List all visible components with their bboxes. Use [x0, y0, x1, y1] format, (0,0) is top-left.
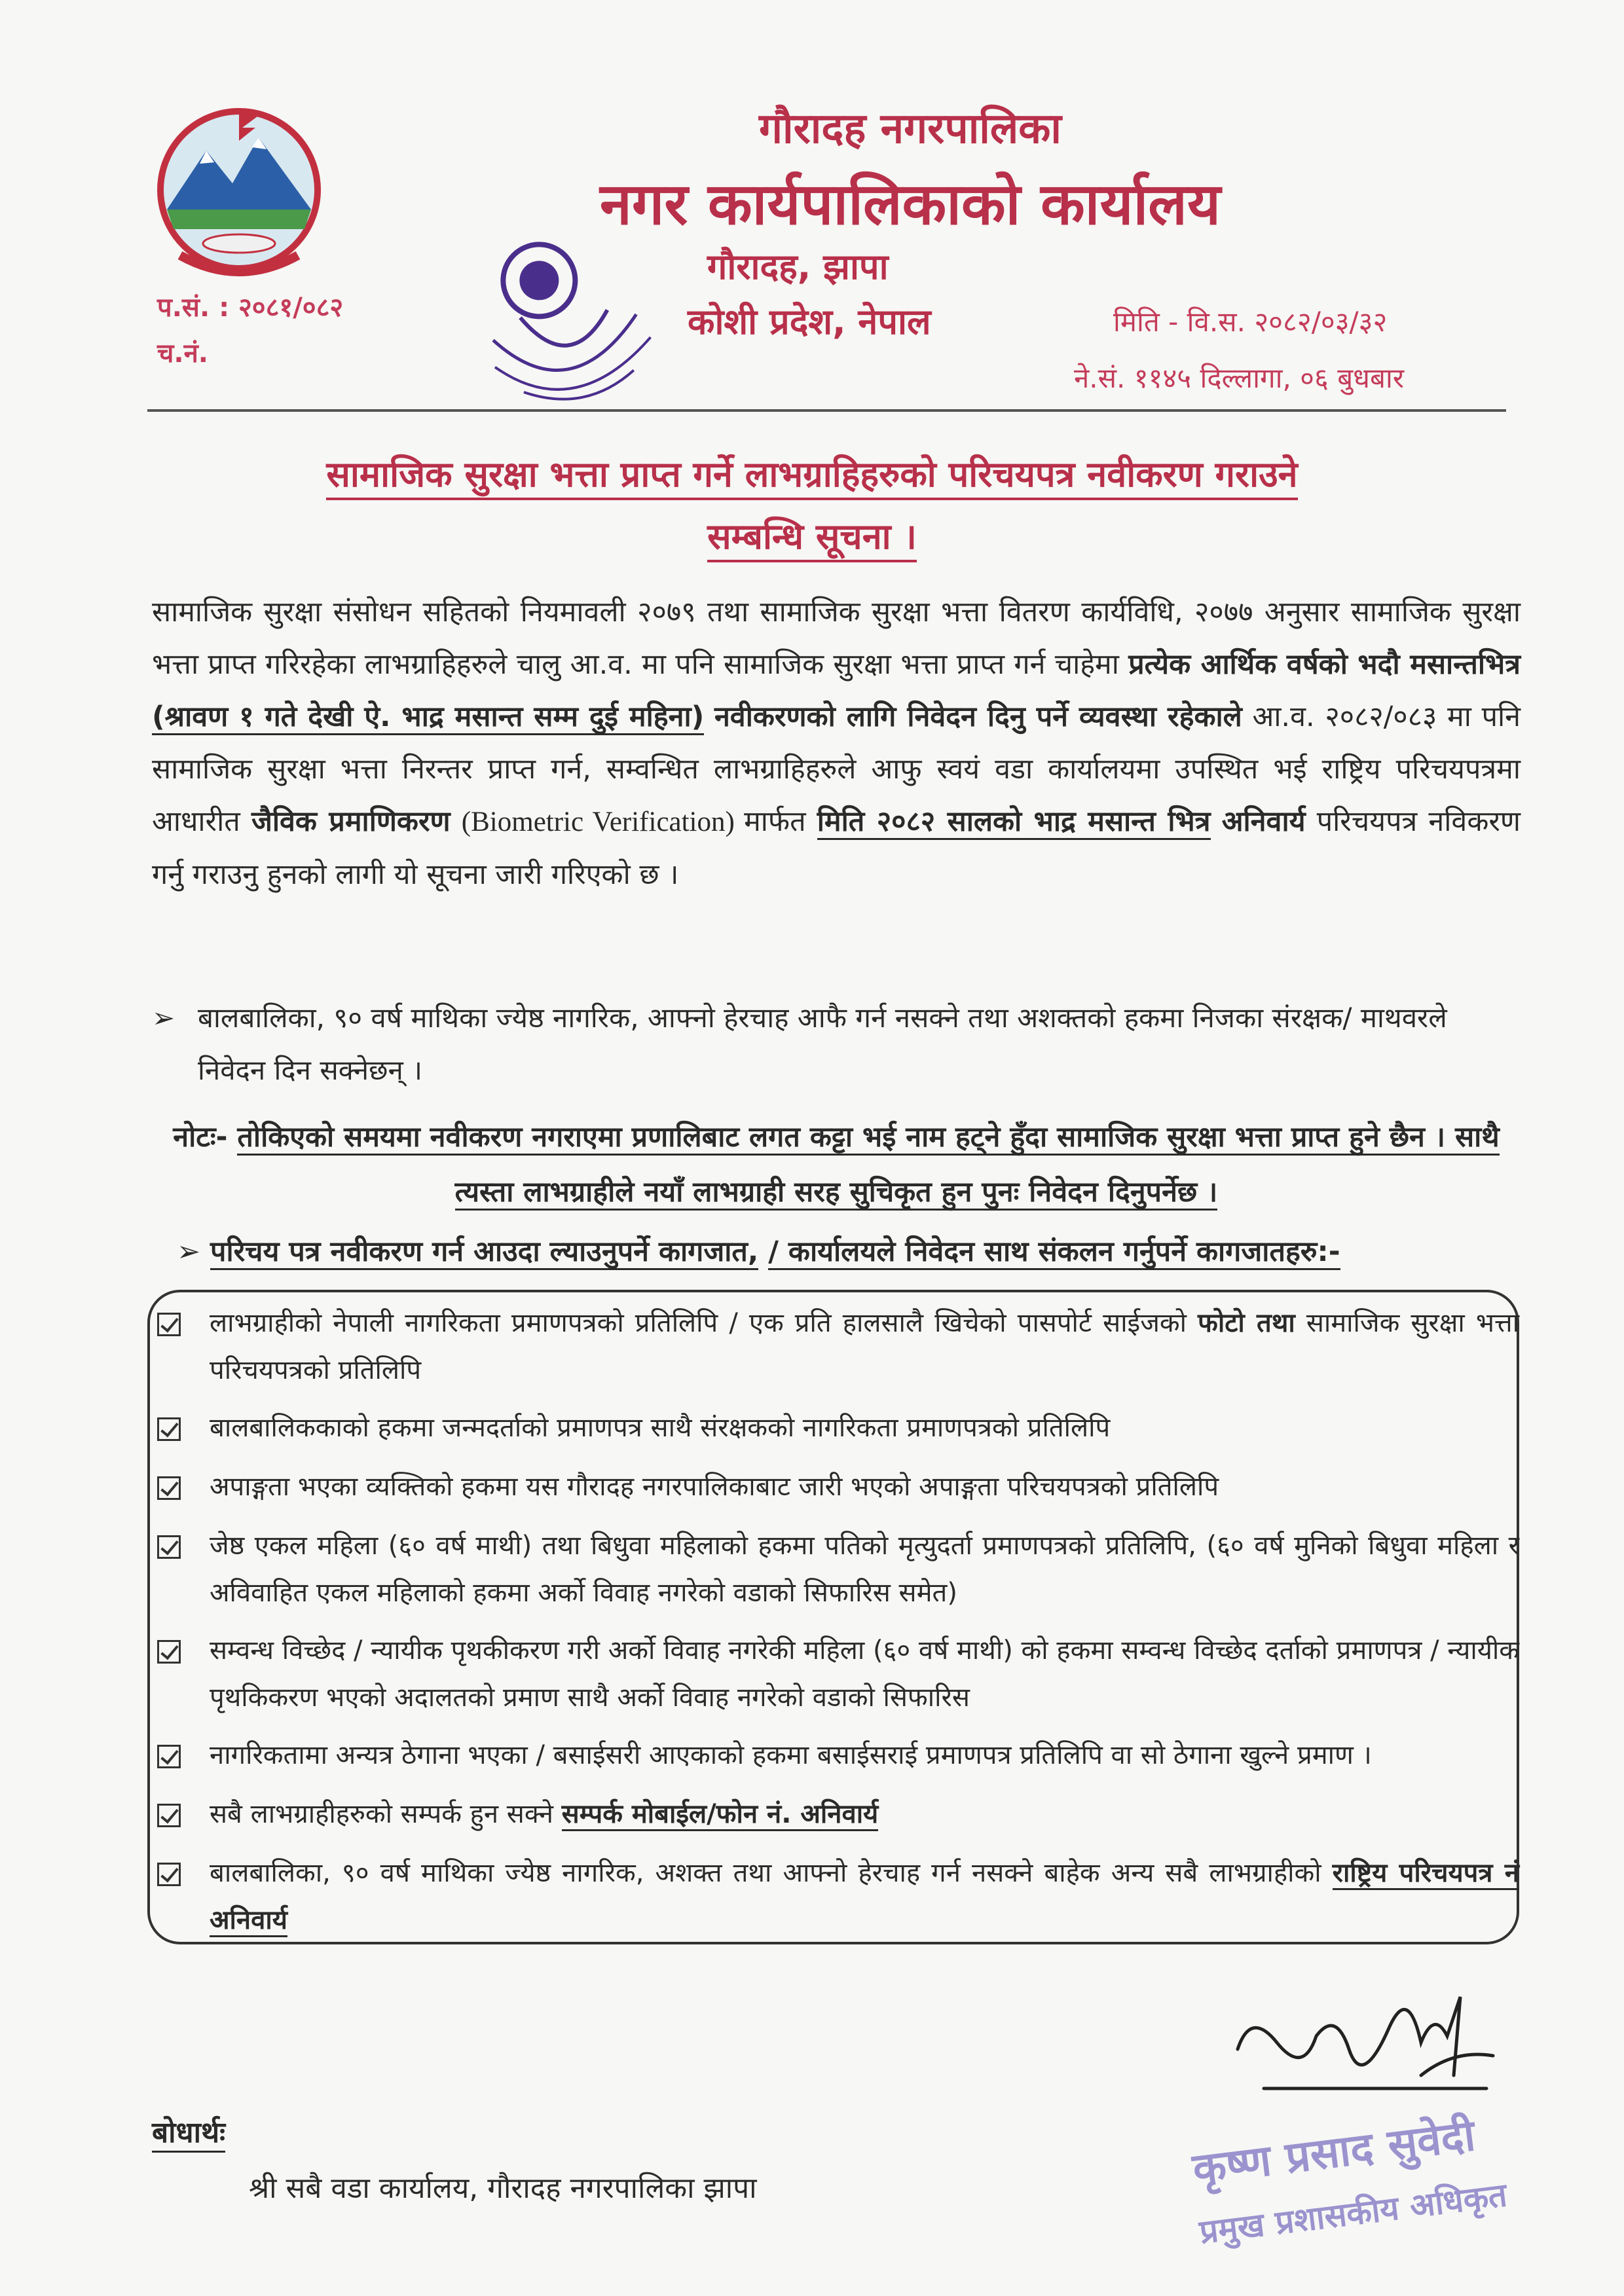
header-divider — [147, 409, 1506, 412]
checklist-item — [157, 1404, 1519, 1451]
checklist-text: नागरिकतामा अन्यत्र ठेगाना भएका / बसाईसरी आएकाको हकमा बसाईसराई प्रमाणपत्र प्रतिलिपि वा सो ठेगाना खुल्ने प्रमाण । — [210, 1740, 1372, 1770]
body-emphasis: नवीकरणको लागि निवेदन दिनु पर्ने व्यवस्था रहेकाले — [714, 701, 1242, 733]
notice-body-paragraph — [152, 586, 1521, 901]
checklist-text: सामाजिक सुरक्षा भत्ता परिचयपत्रको प्रतिलिपि — [210, 1308, 1519, 1385]
arrow-bullet-icon: ➢ — [152, 1002, 175, 1034]
dispatch-number: च.नं. — [157, 338, 208, 369]
cc-recipient: श्री सबै वडा कार्यालय, गौरादह नगरपालिका झापा — [249, 2172, 757, 2205]
documents-heading — [177, 1231, 1519, 1269]
checklist-text: बालबालिका, ९० वर्ष माथिका ज्येष्ठ नागरिक, अशक्त तथा आफ्नो हेरचाह गर्न नसक्ने बाहेक अन्य सबै लाभग्राहीको — [210, 1858, 1321, 1888]
checkbox-checked-icon — [157, 1313, 181, 1336]
officer-stamp-title: प्रमुख प्रशासकीय अधिकृत — [1197, 2176, 1509, 2251]
checklist-emphasis: फोटो तथा — [1198, 1308, 1295, 1338]
checklist-item — [157, 1791, 1519, 1838]
body-text: आ.व. २०८२/०८३ मा पनि सामाजिक सुरक्षा भत्ता निरन्तर प्राप्त गर्न, सम्वन्धित लाभग्राहिहरुले आफु स्वयं वडा कार्यालयमा उपस्थित भई राष्ट्रिय परिचयपत्रमा आधारीत — [152, 701, 1521, 838]
body-emphasis-mandatory: अनिवार्य — [1221, 805, 1306, 838]
note-label: नोटः- — [173, 1121, 228, 1154]
checklist-text: सबै लाभग्राहीहरुको सम्पर्क हुन सक्ने — [210, 1799, 553, 1829]
checkbox-checked-icon — [157, 1745, 181, 1768]
body-emphasis-period: (श्रावण १ गते देखी ऐ. भाद्र मसान्त सम्म दुई महिना) — [152, 701, 704, 735]
notice-subject-continued — [0, 511, 1624, 559]
date-bikram-sambat: मिति - वि.स. २०८२/०३/३२ — [1113, 306, 1388, 338]
checklist-item — [157, 1522, 1519, 1616]
officer-stamp-name: कृष्ण प्रसाद सुवेदी — [1190, 2109, 1478, 2195]
office-seal-stamp — [445, 216, 661, 432]
checkbox-checked-icon — [157, 1863, 181, 1886]
body-text: सामाजिक सुरक्षा संसोधन सहितको नियमावली २०७९ तथा सामाजिक सुरक्षा भत्ता वितरण कार्यविधि, २०७७ अनुसार सामाजिक सुरक्षा भत्ता प्राप्त गरिरहेका लाभग्राहिहरुले चालु आ.व. मा पनि सामाजिक सुरक्षा भत्ता प्राप्त गर्न चाहेमा — [152, 596, 1521, 681]
arrow-bullet-icon: ➢ — [177, 1235, 201, 1268]
note-text: तोकिएको समयमा नवीकरण नगराएमा प्रणालिबाट लगत कट्टा भई नाम हट्ने हुँदा सामाजिक सुरक्षा भत्ता प्राप्त हुने छैन । साथै त्यस्ता लाभग्राहीले नयाँ लाभग्राही सरह सुचिकृत हुन पुनः निवेदन दिनुपर्नेछ । — [237, 1121, 1499, 1211]
note-block — [152, 1110, 1521, 1220]
checklist-item — [157, 1850, 1519, 1944]
guardian-bullet — [152, 992, 1521, 1097]
date-nepal-sambat: ने.सं. ११४५ दिल्लागा, ०६ बुधबार — [1074, 362, 1405, 394]
checklist-item — [157, 1300, 1519, 1394]
address-line1: गौरादह, झापा — [707, 246, 889, 287]
checklist-text: लाभग्राहीको नेपाली नागरिकता प्रमाणपत्रको प्रतिलिपि / एक प्रति हालसालै खिचेको पासपोर्ट साईजको — [210, 1308, 1187, 1338]
checklist-item — [157, 1732, 1519, 1779]
reference-number: प.सं. : २०८१/०८२ — [157, 293, 344, 323]
body-emphasis-biometric: जैविक प्रमाणिकरण — [251, 805, 451, 838]
body-text-biometric: (Biometric Verification) मार्फत — [461, 807, 806, 837]
checklist-text: बालबालिककाको हकमा जन्मदर्ताको प्रमाणपत्र साथै संरक्षकको नागरिकता प्रमाणपत्रको प्रतिलिपि — [210, 1413, 1111, 1443]
checkbox-checked-icon — [157, 1417, 181, 1441]
checkbox-checked-icon — [157, 1476, 181, 1500]
checklist-emphasis: राष्ट्रिय परिचयपत्र नं अनिवार्य — [210, 1858, 1519, 1937]
body-emphasis: प्रत्येक आर्थिक वर्षको भदौ मसान्तभित्र — [1128, 648, 1521, 681]
checklist-item — [157, 1463, 1519, 1510]
checklist-emphasis: सम्पर्क मोबाईल/फोन नं. अनिवार्य — [562, 1799, 879, 1831]
body-text: परिचयपत्र नविकरण गर्नु गराउनु हुनको लागी यो सूचना जारी गरिएको छ । — [152, 805, 1521, 891]
municipality-name: गौरादह नगरपालिका — [759, 105, 1061, 153]
notice-subject-line1: सामाजिक सुरक्षा भत्ता प्राप्त गर्ने लाभग्राहिहरुको परिचयपत्र नवीकरण गराउने — [326, 454, 1297, 500]
checklist-text: सम्वन्ध विच्छेद / न्यायीक पृथकीकरण गरी अर्को विवाह नगरेकी महिला (६० वर्ष माथी) को हकमा सम्वन्ध विच्छेद दर्ताको प्रमाणपत्र / न्यायीक पृथकिकरण भएको अदालतको प्रमाण साथै अर्को विवाह नगरेको वडाको सिफारिस — [210, 1635, 1519, 1713]
checkbox-checked-icon — [157, 1535, 181, 1559]
notice-subject-line2: सम्बन्धि सूचना । — [707, 516, 917, 562]
cc-label: बोधार्थः — [152, 2111, 225, 2153]
notice-subject — [0, 448, 1624, 497]
documents-heading-part2: / कार्यालयले निवेदन साथ संकलन गर्नुपर्ने कागजातहरु:- — [768, 1235, 1340, 1270]
address-line2: कोशी प्रदेश, नेपाल — [688, 301, 931, 342]
checkbox-checked-icon — [157, 1640, 181, 1664]
checklist-text: जेष्ठ एकल महिला (६० वर्ष माथी) तथा बिधुवा महिलाको हकमा पतिको मृत्युदर्ता प्रमाणपत्रको प्रतिलिपि, (६० वर्ष मुनिको बिधुवा महिला र अविवाहित एकल महिलाको हकमा अर्को विवाह नगरेको वडाको सिफारिस समेत) — [210, 1531, 1519, 1608]
office-name: नगर कार्यपालिकाको कार्यालय — [600, 170, 1221, 238]
checklist-item — [157, 1627, 1519, 1721]
guardian-bullet-text: बालबालिका, ९० वर्ष माथिका ज्येष्ठ नागरिक, आफ्नो हेरचाह आफै गर्न नसक्ने तथा अशक्तको हकमा निजका संरक्षक/ माथवरले निवेदन दिन सक्नेछन् । — [198, 1002, 1447, 1086]
checklist-text: अपाङ्गता भएका व्यक्तिको हकमा यस गौरादह नगरपालिकाबाट जारी भएको अपाङ्गता परिचयपत्रको प्रतिलिपि — [210, 1472, 1219, 1502]
documents-heading-part1: परिचय पत्र नवीकरण गर्न आउदा ल्याउनुपर्ने कागजात, — [210, 1235, 758, 1270]
checkbox-checked-icon — [157, 1804, 181, 1827]
body-emphasis-deadline: मिति २०८२ सालको भाद्र मसान्त भित्र — [817, 805, 1211, 840]
